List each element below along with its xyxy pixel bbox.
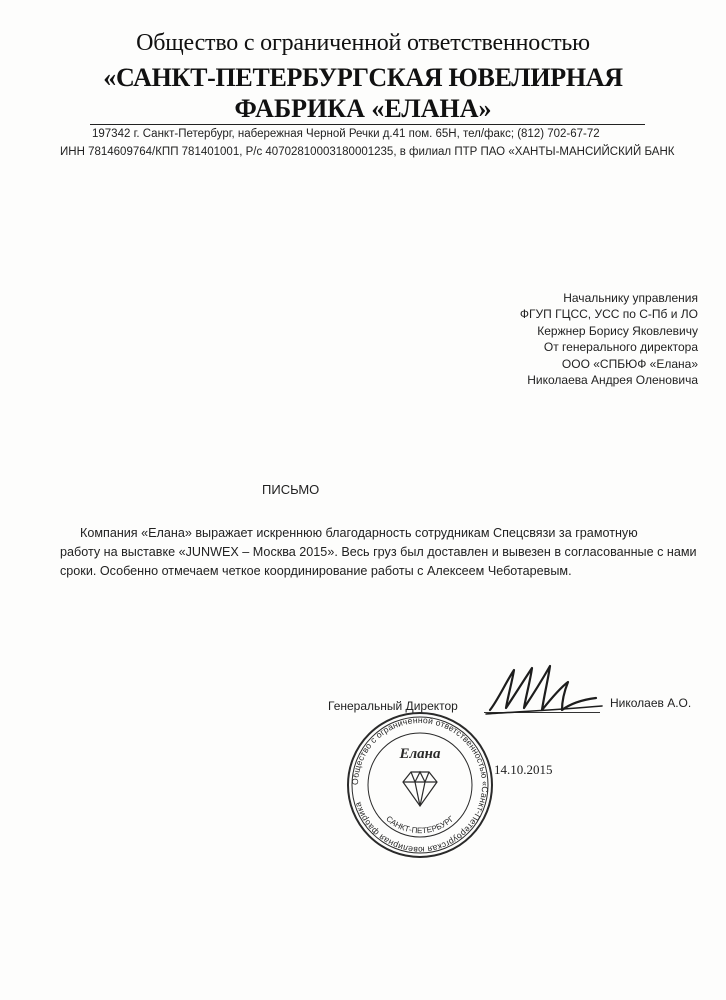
addressee-block [520,290,698,388]
addressee-line: Кержнер Борису Яковлевичу [537,323,698,338]
addressee-line: Начальнику управления [563,291,698,305]
addressee-line: ФГУП ГЦСС, УСС по С-Пб и ЛО [519,307,698,322]
letterhead-bank-details: ИНН 7814609764/КПП 781401001, Р/с 40702810003180001235, в филиал ПТР ПАО «ХАНТЫ-МАНСИЙСКИЙ БАНК [60,146,675,158]
document-date: 14.10.2015 [494,762,553,777]
addressee-line: Николаева Андрея Оленовича [527,373,698,388]
letter-body [60,524,700,581]
letterhead-address: 197342 г. Санкт-Петербург, набережная Черной Речки д.41 пом. 65Н, тел/факс; (812) 702-67-72 [92,128,600,140]
document-type-heading: ПИСЬМО [262,482,320,497]
body-line: работу на выставке «JUNWEX – Москва 2015». Весь груз был доставлен и вывезен в согласованные с нами [60,545,697,559]
letterhead-org-form: Общество с ограниченной ответственностью [136,30,590,56]
letterhead-org-name-line2: ФАБРИКА «ЕЛАНА» [234,94,492,123]
seal-city-text: САНКТ-ПЕТЕРБУРГ [384,814,456,836]
signer-position: Генеральный Директор [328,699,458,713]
signer-name: Николаев А.О. [610,696,692,710]
letterhead-divider [90,124,645,125]
addressee-line: От генерального директора [543,340,698,355]
letterhead-org-name-line1: «САНКТ-ПЕТЕРБУРГСКАЯ ЮВЕЛИРНАЯ [103,63,623,92]
body-line: Компания «Елана» выражает искреннюю благодарность сотрудникам Спецсвязи за грамотную [80,526,638,540]
svg-text:САНКТ-ПЕТЕРБУРГ [384,814,456,835]
handwritten-signature [484,660,604,720]
seal-outer-text: Общество с ограниченной ответственностью «Санкт-Петербургская ювелирная фабрика [349,714,491,856]
company-seal [345,710,495,860]
addressee-line: ООО «СПБЮФ «Елана» [561,356,698,371]
body-line: сроки. Особенно отмечаем четкое координирование работы с Алексеем Чеботаревым. [60,564,572,578]
seal-brand-text: Елана [399,746,441,762]
diamond-icon [403,772,437,806]
